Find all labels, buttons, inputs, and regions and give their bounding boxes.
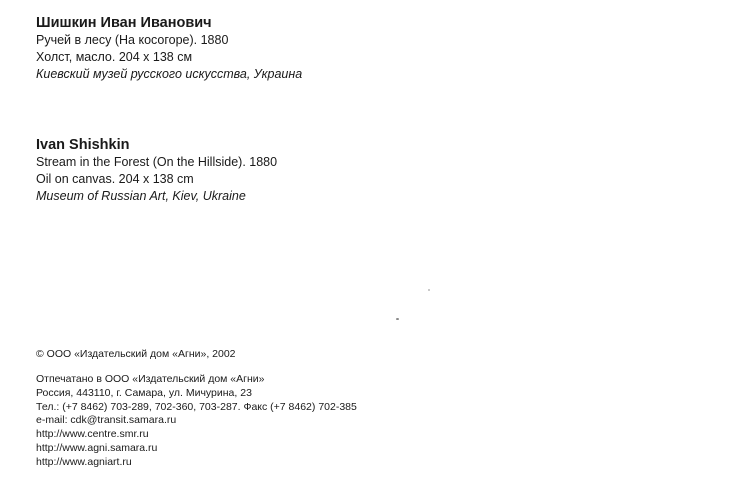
phone-fax-line: Тел.: (+7 8462) 703-289, 702-360, 703-287. Факс (+7 8462) 702-385 bbox=[36, 400, 357, 413]
museum-en: Museum of Russian Art, Kiev, Ukraine bbox=[36, 189, 246, 203]
artwork-title-ru: Ручей в лесу (На косогоре). 1880 bbox=[36, 33, 229, 47]
artwork-medium-ru: Холст, масло. 204 x 138 см bbox=[36, 50, 193, 64]
website-link: http://www.agniart.ru bbox=[36, 455, 132, 468]
artwork-medium-en: Oil on canvas. 204 x 138 cm bbox=[36, 172, 194, 186]
copyright-notice: © ООО «Издательский дом «Агни», 2002 bbox=[36, 348, 236, 360]
publisher-imprint bbox=[36, 373, 357, 470]
artist-name-en: Ivan Shishkin bbox=[36, 137, 130, 153]
museum-ru: Киевский музей русского искусства, Украина bbox=[36, 67, 303, 81]
english-caption bbox=[36, 136, 277, 205]
address-line: Россия, 443110, г. Самара, ул. Мичурина, 23 bbox=[36, 386, 252, 399]
artwork-title-en: Stream in the Forest (On the Hillside). 1880 bbox=[36, 155, 278, 169]
website-link: http://www.centre.smr.ru bbox=[36, 428, 149, 441]
copyright-block bbox=[36, 348, 236, 362]
website-link: http://www.agni.samara.ru bbox=[36, 441, 158, 454]
artist-name-ru: Шишкин Иван Иванович bbox=[36, 15, 212, 31]
print-speck bbox=[396, 318, 399, 320]
russian-caption bbox=[36, 14, 302, 83]
email-line: e-mail: cdk@transit.samara.ru bbox=[36, 414, 177, 427]
print-speck bbox=[428, 289, 430, 291]
printed-by-line: Отпечатано в ООО «Издательский дом «Агни» bbox=[36, 373, 265, 385]
